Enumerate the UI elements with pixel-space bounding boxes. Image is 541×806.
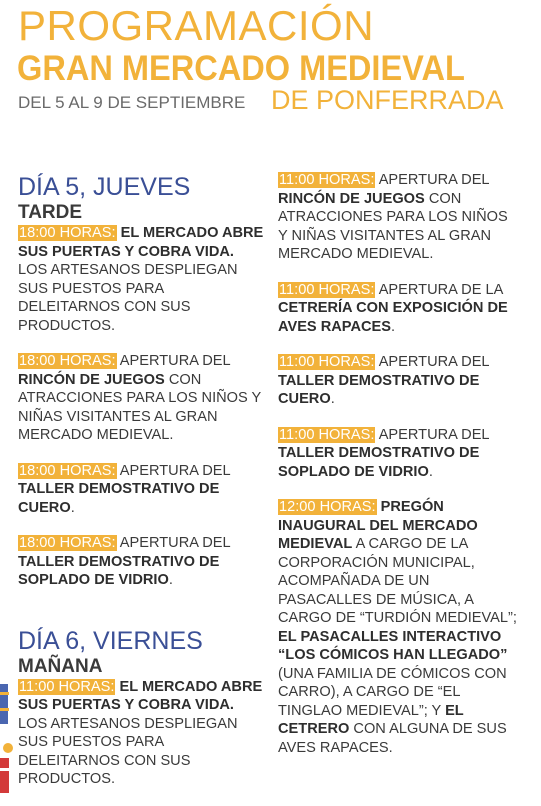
subtitle-city: DE PONFERRADA	[271, 85, 504, 115]
event-bold: EL PASACALLES INTERACTIVO “LOS CÓMICOS HAN LLEGADO”	[278, 628, 508, 663]
event-text: .	[168, 572, 173, 588]
day5-event-3	[18, 462, 266, 518]
event-text: CON ATRACCIONES PARA LOS NIÑOS Y NIÑAS VISITANTES AL GRAN MERCADO MEDIEVAL.	[18, 371, 262, 443]
spacer	[18, 607, 266, 626]
event-pre: APERTURA DEL	[116, 353, 231, 369]
event-bold: EL MERCADO ABRE SUS PUERTAS Y COBRA VIDA.	[18, 678, 263, 713]
time-badge: 18:00 HORAS:	[19, 535, 116, 551]
event-bold: TALLER DEMOSTRATIVO DE CUERO	[278, 372, 480, 407]
event-bold: TALLER DEMOSTRATIVO DE SOPLADO DE VIDRIO	[278, 445, 480, 480]
right-event-pregon	[278, 498, 518, 757]
event-bold: EL CETRERO	[278, 702, 464, 737]
time-badge: 11:00 HORAS:	[19, 678, 115, 695]
event-text: (UNA FAMILIA DE CÓMICOS CON CARRO), A CARGO DE “EL TINGLAO MEDIEVAL”; Y	[278, 665, 507, 719]
event-text: .	[391, 318, 396, 335]
time-badge: 11:00 HORAS:	[279, 172, 375, 188]
left-column	[18, 172, 266, 806]
event-text: CON ATRACCIONES PARA LOS NIÑOS Y NIÑAS VISITANTES AL GRAN MERCADO MEDIEVAL.	[278, 190, 508, 262]
day5-title: DÍA 5, JUEVES	[18, 173, 191, 201]
day6-event-1	[18, 678, 266, 789]
event-pre: APERTURA DEL	[116, 535, 231, 551]
time-badge: 12:00 HORAS:	[279, 499, 376, 515]
time-badge: 18:00 HORAS:	[19, 353, 116, 369]
day5-part: TARDE	[18, 202, 83, 223]
time-badge: 11:00 HORAS:	[279, 426, 375, 443]
right-event-3	[278, 353, 518, 409]
right-event-1	[278, 171, 518, 264]
day5-event-2	[18, 352, 266, 445]
time-badge: 18:00 HORAS:	[19, 462, 116, 479]
event-text: LOS ARTESANOS DESPLIEGAN SUS PUESTOS PARA DELEITARNOS CON SUS PRODUCTOS.	[18, 715, 238, 787]
time-badge: 18:00 HORAS:	[19, 225, 116, 241]
event-bold: TALLER DEMOSTRATIVO DE CUERO	[18, 481, 220, 516]
title-gran-mercado-medieval: GRAN MERCADO MEDIEVAL	[17, 49, 465, 88]
right-event-2	[278, 281, 518, 337]
event-pre: APERTURA DEL	[375, 354, 490, 370]
time-badge: 11:00 HORAS:	[279, 281, 375, 298]
event-text: LOS ARTESANOS DESPLIEGAN SUS PUESTOS PARA DELEITARNOS CON SUS PRODUCTOS.	[18, 262, 238, 334]
decorative-illustration	[0, 678, 14, 793]
event-pre: APERTURA DE LA	[375, 281, 503, 298]
event-text: .	[330, 391, 335, 407]
event-pre: APERTURA DEL	[375, 426, 490, 443]
title-programacion: PROGRAMACIÓN	[18, 2, 375, 49]
right-event-4	[278, 426, 518, 482]
event-text: .	[70, 499, 75, 516]
day5-event-1	[18, 224, 266, 335]
event-text: CON ALGUNA DE SUS AVES RAPACES.	[278, 721, 507, 756]
event-bold: CETRERÍA CON EXPOSICIÓN DE AVES RAPACES	[278, 300, 508, 335]
day5-event-4	[18, 534, 266, 590]
day6-part: MAÑANA	[18, 655, 103, 677]
event-bold: RINCÓN DE JUEGOS	[278, 190, 425, 207]
right-column	[278, 171, 518, 774]
event-pre: APERTURA DEL	[116, 462, 231, 479]
event-text: .	[428, 463, 433, 480]
subtitle-dates: DEL 5 AL 9 DE SEPTIEMBRE	[18, 93, 246, 112]
time-badge: 11:00 HORAS:	[279, 354, 375, 370]
event-text: A CARGO DE LA CORPORACIÓN MUNICIPAL, ACOMPAÑADA DE UN PASACALLES DE MÚSICA, A CARGO DE “TURDIÓN MEDIEVAL”;	[278, 536, 517, 626]
day6-title: DÍA 6, VIERNES	[18, 626, 203, 655]
event-bold: PREGÓN INAUGURAL DEL MERCADO MEDIEVAL	[278, 499, 478, 552]
event-bold: EL MERCADO ABRE SUS PUERTAS Y COBRA VIDA.	[18, 225, 264, 260]
event-bold: RINCÓN DE JUEGOS	[18, 371, 165, 388]
event-pre: APERTURA DEL	[375, 172, 490, 188]
event-bold: TALLER DEMOSTRATIVO DE SOPLADO DE VIDRIO	[18, 553, 220, 588]
